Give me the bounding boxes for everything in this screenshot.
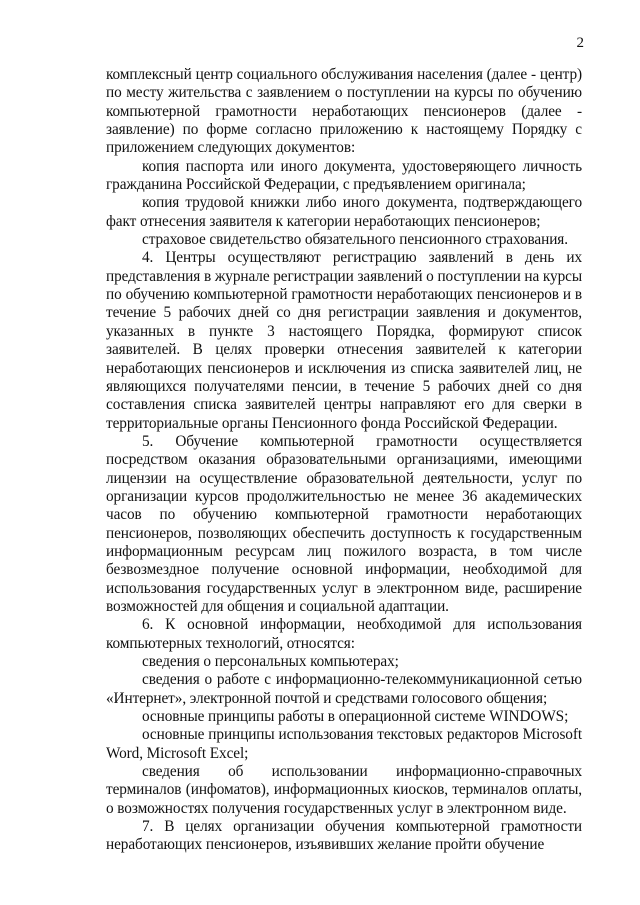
information-list-item: основные принципы использования текстовых редакторов Microsoft Word, Microsoft Excel; (106, 726, 582, 762)
paragraph-clause-6: 6. К основной информации, необходимой для использования компьютерных технологий, относятся: (106, 616, 582, 652)
page-number: 2 (576, 35, 584, 51)
paragraph-clause-5: 5. Обучение компьютерной грамотности осуществляется посредством оказания образовательными организациями, имеющими лицензии на осуществление образовательной деятельности, услуг по организации курсов продолжительностью не менее 36 академических часов по обучению компьютерной грамотности неработающих пенсионеров, позволяющих обеспечить доступность к государственным информационным ресурсам лиц пожилого возраста, в том числе безвозмездное получение основной информации, необходимой для использования государственных услуг в электронном виде, расширение возможностей для общения и социальной адаптации. (106, 432, 582, 615)
information-list-item: сведения о работе с информационно-телекоммуникационной сетью «Интернет», электронной почтой и средствами голосового общения; (106, 671, 582, 707)
paragraph-intro: комплексный центр социального обслуживания населения (далее - центр) по месту жительства с заявлением о поступлении на курсы по обучению компьютерной грамотности неработающих пенсионеров (далее - заявление) по форме согласно приложению к настоящему Порядку с приложением следующих документов: (106, 66, 582, 157)
document-body (106, 66, 582, 855)
document-list-item: копия трудовой книжки либо иного документа, подтверждающего факт отнесения заявителя к категории неработающих пенсионеров; (106, 194, 582, 230)
document-list-item: страховое свидетельство обязательного пенсионного страхования. (142, 231, 568, 249)
paragraph-clause-7: 7. В целях организации обучения компьютерной грамотности неработающих пенсионеров, изъявивших желание пройти обучение (106, 818, 582, 854)
information-list-item: сведения об использовании информационно-справочных терминалов (инфоматов), информационных киосков, терминалов оплаты, о возможностях получения государственных услуг в электронном виде. (106, 763, 582, 817)
paragraph-clause-4: 4. Центры осуществляют регистрацию заявлений в день их представления в журнале регистрации заявлений о поступлении на курсы по обучению компьютерной грамотности неработающих пенсионеров и в течение 5 рабочих дней со дня регистрации заявления и документов, указанных в пункте 3 настоящего Порядка, формируют список заявителей. В целях проверки отнесения заявителей к категории неработающих пенсионеров и исключения из списка заявителей лиц, не являющихся получателями пенсии, в течение 5 рабочих дней со дня составления списка заявителей центры направляют его для сверки в территориальные органы Пенсионного фонда Российской Федерации. (106, 249, 582, 432)
document-list-item: копия паспорта или иного документа, удостоверяющего личность гражданина Российской Федерации, с предъявлением оригинала; (106, 157, 582, 194)
information-list-item: основные принципы работы в операционной системе WINDOWS; (142, 708, 569, 726)
information-list-item: сведения о персональных компьютерах; (142, 653, 399, 670)
